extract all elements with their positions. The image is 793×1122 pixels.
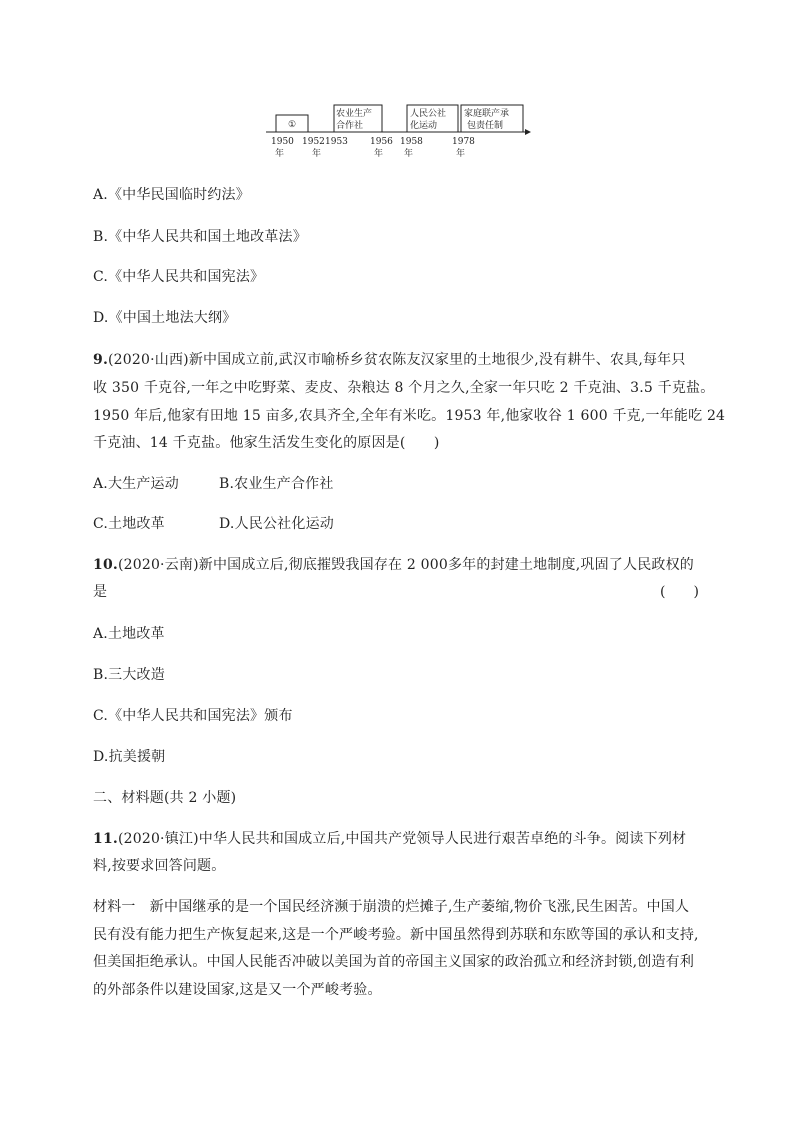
q10-answer-paren: ( ) [660,584,699,600]
year-1958-suffix: 年 [404,149,414,159]
q9-line-3: 1950 年后,他家有田地 15 亩多,农具齐全,全年有米吃。1953 年,他家收谷 1 600 千克,一年能吃 24 [93,408,726,424]
section-2-heading: 二、材料题(共 2 小题) [93,790,237,806]
year-1978-suffix: 年 [456,149,466,159]
year-1950-suffix: 年 [275,149,285,159]
q8-option-d: D.《中国土地法大纲》 [93,310,237,326]
timeline-years [271,137,475,159]
q9-line-2: 收 350 千克谷,一年之中吃野菜、麦皮、杂粮达 8 个月之久,全家一年只吃 2 千克油、3.5 千克盐。 [93,380,715,396]
q8-option-a: A.《中华民国临时约法》 [93,187,250,203]
q8-option-b: B.《中华人民共和国土地改革法》 [93,229,307,245]
q10-option-c: C.《中华人民共和国宪法》颁布 [93,708,293,724]
q10-line-1 [93,555,694,575]
timeline-box-1-label: ① [287,120,297,130]
year-1952-suffix: 年 [312,149,322,159]
q10-option-a: A.土地改革 [93,626,165,642]
timeline-boxes [276,105,523,132]
q11-line-2: 料,按要求回答问题。 [93,858,226,874]
q11-number: 11. [93,831,118,847]
timeline-arrow [525,129,531,135]
year-1958: 1958 [400,137,423,147]
timeline-box-2-label-a: 农业生产 [336,109,373,119]
year-1953: 1953 [325,137,348,147]
q9-line-4: 千克油、14 千克盐。他家生活发生变化的原因是( ) [93,435,440,451]
q10-option-d: D.抗美援朝 [93,749,166,765]
material-1-line-2: 民有没有能力把生产恢复起来,这是一个严峻考验。新中国虽然得到苏联和东欧等国的承认和支持, [93,927,699,943]
timeline-box-4-label-a: 家庭联产承 [464,109,510,119]
timeline-figure [262,102,534,162]
timeline-box-2-label-b: 合作社 [336,121,364,131]
material-1-line-1: 材料一 新中国继承的是一个国民经济濒于崩溃的烂摊子,生产萎缩,物价飞涨,民生困苦。中国人 [93,899,690,915]
material-1-line-4: 的外部条件以建设国家,这是又一个严峻考验。 [93,982,382,998]
q10-number: 10. [93,557,118,573]
q9-text-1: (2020·山西)新中国成立前,武汉市喻桥乡贫农陈友汉家里的土地很少,没有耕牛、农具,每年只 [108,352,686,368]
q9-number: 9. [93,352,109,368]
q10-option-b: B.三大改造 [93,667,165,683]
material-1-line-3: 但美国拒绝承认。中国人民能否冲破以美国为首的帝国主义国家的政治孤立和经济封锁,创造有利 [93,954,695,970]
year-1952: 1952 [302,137,325,147]
q10-text-1: (2020·云南)新中国成立后,彻底摧毁我国存在 2 000多年的封建土地制度,巩固了人民政权的 [117,557,694,573]
year-1950: 1950 [271,137,294,147]
year-1978: 1978 [452,137,475,147]
timeline-box-3-label-b: 化运动 [410,121,438,131]
year-1956: 1956 [370,137,393,147]
q9-option-d: D.人民公社化运动 [219,516,334,532]
q9-line-1 [93,350,686,370]
year-1956-suffix: 年 [374,149,384,159]
q8-option-c: C.《中华人民共和国宪法》 [93,269,265,285]
timeline-box-4-label-b: 包责任制 [467,121,504,131]
timeline-box-3-label-a: 人民公社 [410,109,447,119]
q11-line-1 [93,829,686,849]
q9-option-a: A.大生产运动 [93,476,179,492]
q9-option-b: B.农业生产合作社 [219,476,334,492]
q9-option-c: C.土地改革 [93,516,165,532]
q11-text-1: (2020·镇江)中华人民共和国成立后,中国共产党领导人民进行艰苦卓绝的斗争。阅读下列材 [117,831,687,847]
q10-line-2: 是 [93,584,108,600]
